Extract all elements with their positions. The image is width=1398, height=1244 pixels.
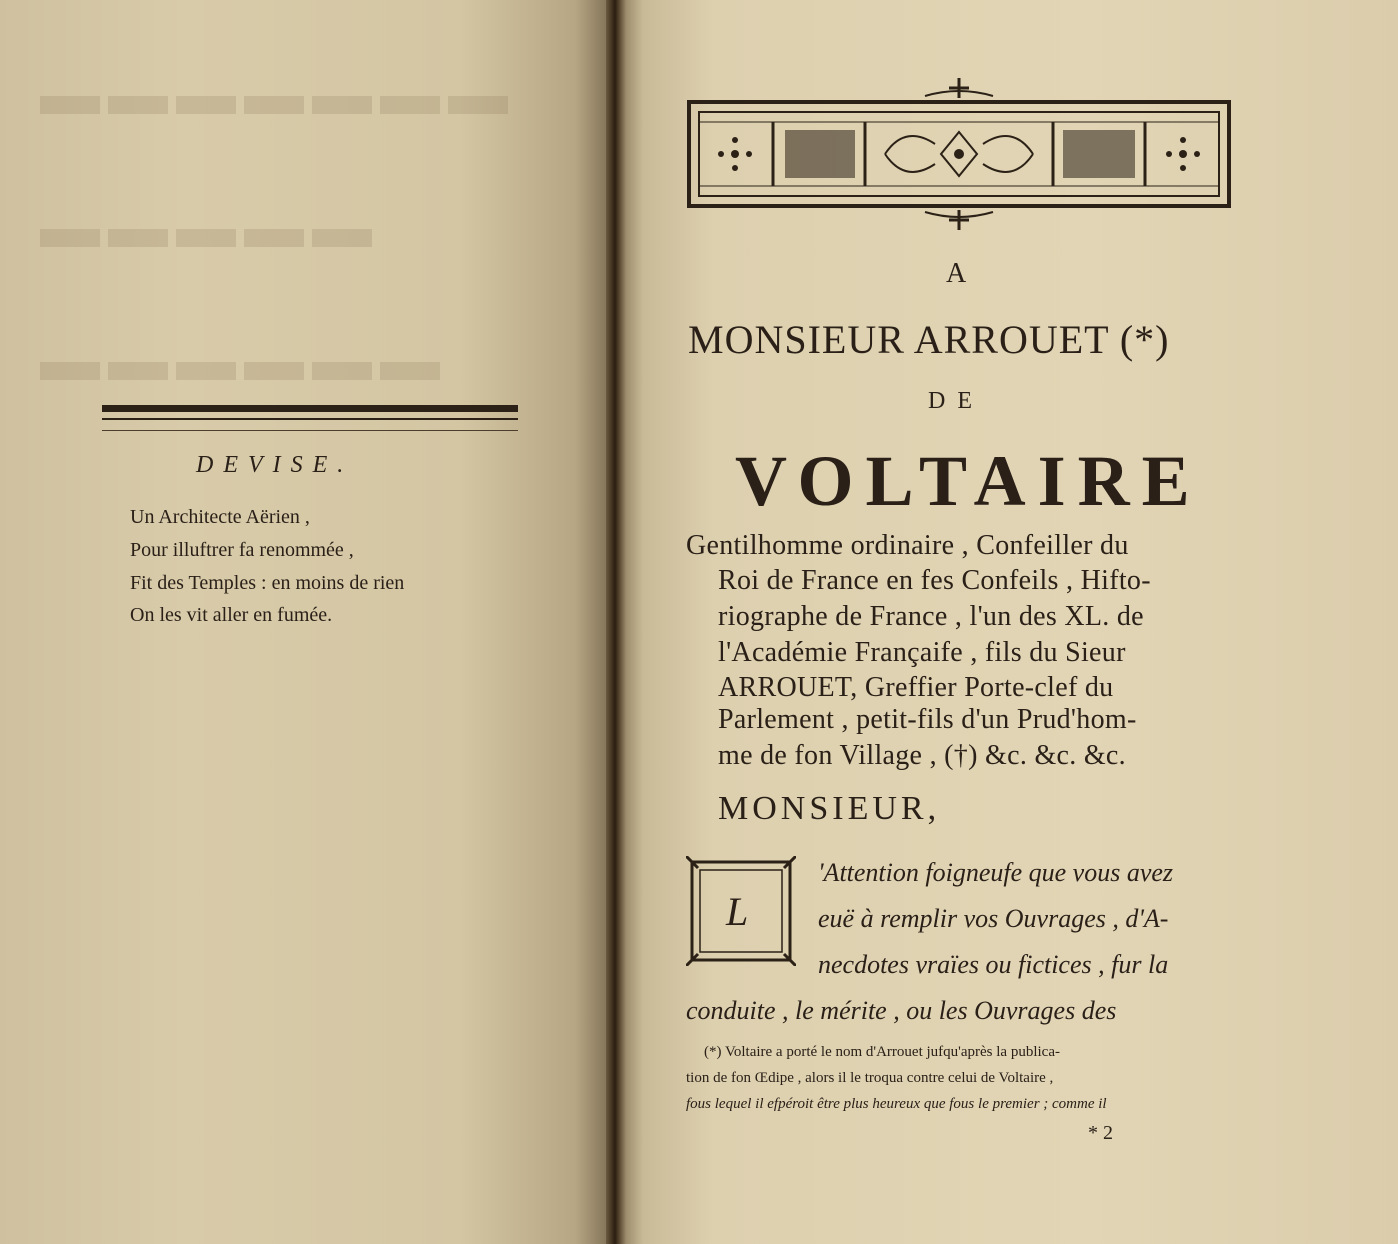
title-line: me de fon Village , (†) &c. &c. &c. — [718, 740, 1126, 771]
footnote-line: tion de fon Œdipe , alors il le troqua contre celui de Voltaire , — [686, 1070, 1054, 1086]
title-line: ARROUET, Greffier Porte-clef du — [718, 672, 1114, 703]
body-line: conduite , le mérite , ou les Ouvrages des — [686, 996, 1117, 1025]
ornamental-rule-thin — [102, 418, 518, 420]
headpiece-ornament — [685, 72, 1233, 232]
ornamental-rule-hair — [102, 430, 518, 431]
ornamental-rule-thick — [102, 405, 518, 412]
surname-heading: VOLTAIRE — [735, 441, 1202, 521]
name-particle: DE — [928, 388, 984, 414]
body-line: 'Attention foigneufe que vous avez — [818, 858, 1174, 887]
body-line: euë à remplir vos Ouvrages , d'A- — [818, 904, 1169, 933]
body-line: necdotes vraïes ou fictices , fur la — [818, 950, 1169, 979]
verse-line: Un Architecte Aërien , — [130, 506, 310, 528]
verse-line: Pour illuftrer fa renommée , — [130, 539, 354, 561]
salutation: MONSIEUR, — [718, 790, 941, 827]
verse-line: Fit des Temples : en moins de rien — [130, 572, 405, 594]
signature-mark: * 2 — [1088, 1122, 1113, 1144]
devise-title: DEVISE. — [196, 452, 354, 478]
footnote-line: fous lequel il efpéroit être plus heureux que fous le premier ; comme il — [686, 1096, 1107, 1112]
drop-cap-letter: L — [726, 889, 749, 934]
dedication-to: A — [946, 258, 967, 289]
addressee-name: MONSIEUR ARROUET (*) — [688, 317, 1170, 362]
title-line: Gentilhomme ordinaire , Confeiller du — [686, 530, 1129, 561]
title-line: Roi de France en fes Confeils , Hifto- — [718, 565, 1151, 596]
verse-line: On les vit aller en fumée. — [130, 604, 333, 626]
title-line: l'Académie Françaife , fils du Sieur — [718, 637, 1126, 668]
footnote-line: (*) Voltaire a porté le nom d'Arrouet jufqu'après la publica- — [704, 1044, 1060, 1060]
bleed-through-text: ▬▬▬▬▬▬▬ ▬▬▬▬▬ ▬▬▬▬▬▬ — [40, 61, 516, 393]
title-line: riographe de France , l'un des XL. de — [718, 601, 1144, 632]
book-gutter — [606, 0, 626, 1244]
title-line: Parlement , petit-fils d'un Prud'hom- — [718, 704, 1137, 735]
